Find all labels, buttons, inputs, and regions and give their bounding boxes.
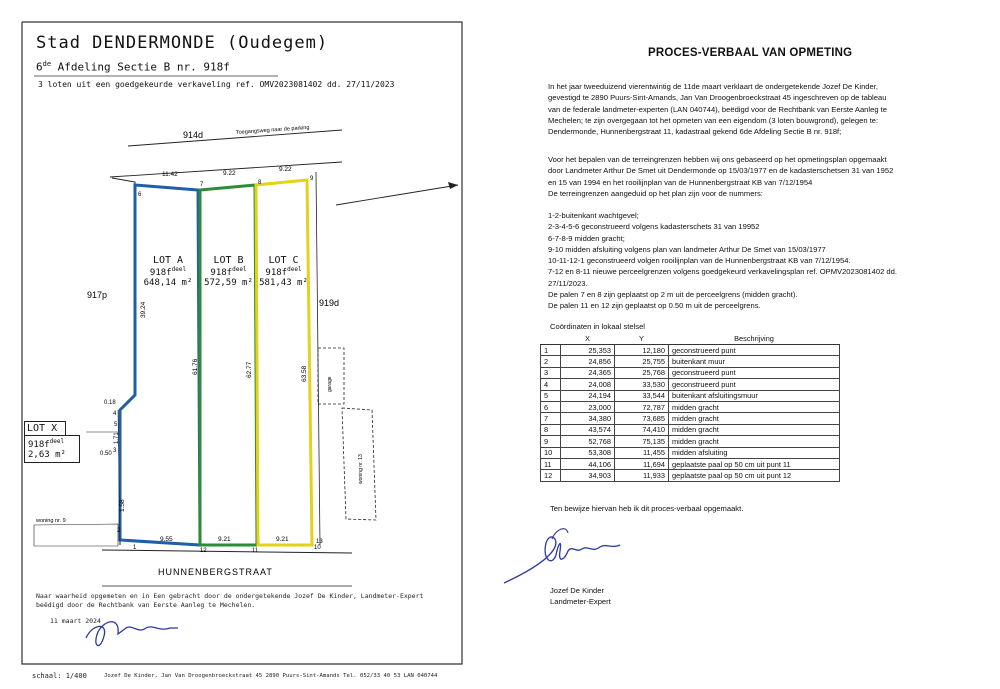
division-sup: de [42, 60, 52, 68]
cell-nr: 2 [541, 356, 561, 367]
number-line: De palen 11 en 12 zijn geplaatst op 0.50 m uit de perceelgrens. [548, 301, 761, 311]
lot-area: 648,14 m² [143, 278, 193, 288]
cell-y: 25,768 [615, 367, 669, 378]
cell-y: 33,530 [615, 379, 669, 390]
garage-label: garage [327, 376, 333, 392]
table-row [541, 390, 840, 401]
cell-x: 24,008 [561, 379, 615, 390]
parcel-right-label: 919d [319, 298, 340, 308]
lot-id [201, 266, 256, 278]
plan-footer-line1: Naar waarheid opgemeten en in Een gebracht door de ondergetekende Jozef De Kinder, Landmeter-Expert [36, 592, 424, 600]
north-arrow [336, 185, 458, 205]
table-row [541, 401, 840, 412]
cell-y: 25,755 [615, 356, 669, 367]
dim-bottom-a: 9.55 [160, 536, 173, 543]
dim-c-right: 63.58 [301, 365, 308, 382]
lot-id-number: 918f [210, 268, 233, 278]
coords-title: Coördinaten in lokaal stelsel [550, 322, 645, 331]
lot-id-number: 918f [149, 268, 172, 278]
plan-date: 11 maart 2024 [50, 617, 101, 625]
plan-drawing [0, 0, 480, 689]
table-row [541, 345, 840, 356]
number-line: 6-7-8-9 midden gracht; [548, 233, 625, 243]
point-label: 3 [113, 448, 117, 454]
plan-footer-line2: beëdigd door de Rechtbank van Eerste Aanleg te Mechelen. [36, 601, 256, 609]
report-numbers [548, 210, 988, 312]
dim-top-b: 9.22 [223, 170, 236, 177]
dim-d1: 0.18 [104, 400, 116, 406]
intro-line: In het jaar tweeduizend vierentwintig de 11de maart verklaart de ondergetekende Jozef De Kinder, [548, 82, 878, 91]
cell-nr: 4 [541, 379, 561, 390]
cell-nr: 8 [541, 424, 561, 435]
point-label: 4 [113, 411, 117, 417]
division-rest: Afdeling Sectie B nr. 918f [51, 60, 230, 74]
cell-desc: midden gracht [669, 424, 840, 435]
plan-subtitle: 3 loten uit een goedgekeurde verkaveling ref. OMV2023081402 dd. 27/11/2023 [38, 80, 395, 89]
number-line: 7-12 en 8-11 nieuwe perceelgrenzen volgens goedgekeurd verkavelingsplan ref. OPMV2023081402 dd. [548, 267, 897, 277]
dim-bottom-c: 9.21 [276, 536, 289, 543]
cell-nr: 5 [541, 390, 561, 401]
lot-x-id-number: 918f [28, 440, 50, 450]
point-label: 5 [114, 422, 118, 428]
cell-y: 72,787 [615, 401, 669, 412]
number-line: 1-2-buitenkant wachtgevel; [548, 211, 639, 220]
parcel-outline [112, 178, 135, 545]
lot-x-label [24, 421, 80, 463]
lot-b-label [201, 255, 256, 288]
report-basis [548, 154, 988, 199]
cell-x: 52,768 [561, 436, 615, 447]
report-closing: Ten bewijze hiervan heb ik dit proces-verbaal opgemaakt. [550, 504, 744, 513]
lot-x-area: 2,63 m² [28, 450, 66, 460]
intro-line: van de federale landmeter-experten (LAN 040744), beëdigd voor de Rechtbank van Eerste Aanleg te [548, 104, 887, 114]
plan-surveyor-info: Jozef De Kinder, Jan Van Droogenbroeckstraat 45 2890 Puurs-Sint-Amands Tel. 052/33 40 53 LAN 040744 [104, 673, 438, 679]
lot-name: LOT C [268, 255, 299, 266]
coords-header-row [541, 333, 840, 345]
street-label: HUNNENBERGSTRAAT [158, 567, 273, 577]
access-road-label: Toegangsweg naar de parking [235, 124, 310, 136]
number-line: 2-3-4-5-6 geconstrueerd volgens kadasterschets 31 van 19952 [548, 222, 760, 232]
point-label: 2 [117, 528, 121, 534]
intro-line: gevestigd te 2890 Puurs-Sint-Amands, Jan Van Droogenbroeckstraat 45 ingeschreven op de tableau [548, 93, 887, 103]
cell-x: 24,856 [561, 356, 615, 367]
dim-left-lower: 1.58 [119, 499, 126, 512]
cell-nr: 6 [541, 401, 561, 412]
dim-a-b: 61.76 [192, 358, 199, 375]
point-label: 8 [258, 180, 262, 186]
cell-y: 74,410 [615, 424, 669, 435]
coords-table [540, 333, 840, 482]
plan-signature [86, 622, 178, 646]
basis-line: Voor het bepalen van de terreingrenzen hebben wij ons gebaseerd op het opmetingsplan opgemaakt [548, 155, 887, 164]
lot-c-shape [256, 180, 312, 545]
dim-d3: 1.71 [114, 432, 120, 444]
house-13-label: woning nr. 13 [358, 454, 364, 484]
table-row [541, 470, 840, 481]
lot-id-sup: deel [287, 266, 302, 273]
lot-x-id-sup: deel [49, 438, 65, 445]
report-title: PROCES-VERBAAL VAN OPMETING [648, 47, 853, 59]
plan-scale: schaal: 1/400 [32, 672, 87, 680]
cell-nr: 11 [541, 458, 561, 469]
lot-name: LOT A [152, 255, 184, 266]
cell-x: 24,194 [561, 390, 615, 401]
cell-nr: 7 [541, 413, 561, 424]
signer-name: Jozef De Kinder [550, 586, 605, 595]
neighbour-line-right [316, 172, 320, 545]
parcel-left-label: 917p [87, 290, 108, 300]
cell-y: 11,933 [615, 470, 669, 481]
lot-a-shape [120, 185, 200, 545]
cell-nr: 10 [541, 447, 561, 458]
cell-y: 12,180 [615, 345, 669, 356]
cell-desc: midden gracht [669, 413, 840, 424]
lot-area: 581,43 m² [259, 278, 308, 288]
point-label: 12 [200, 548, 207, 554]
cell-desc: buitenkant afsluitingsmuur [669, 390, 840, 401]
cell-y: 33,544 [615, 390, 669, 401]
lot-c-label [256, 255, 311, 288]
basis-line: door Landmeter Arthur De Smet uit Dendermonde op 15/03/1977 en de kadasterschetsen 31 van 1952 [548, 166, 894, 176]
point-label: 10 [314, 545, 321, 551]
report-intro [548, 81, 988, 137]
house-9-label: woning nr. 9 [36, 518, 66, 524]
dim-d2: 0.50 [100, 451, 112, 457]
division-prefix: 6 [36, 60, 43, 74]
cell-desc: midden gracht [669, 436, 840, 447]
north-arrow-head [448, 182, 458, 189]
dim-top-a: 11.42 [162, 171, 178, 178]
house-9-shape [34, 524, 118, 546]
basis-line: en 15 van 1994 en het rooilijnplan van de Hunnenbergstraat KB van 7/12/1954 [548, 177, 813, 187]
lot-x-name: LOT X [24, 421, 66, 435]
number-line: 9-10 midden afsluiting volgens plan van landmeter Arthur De Smet van 15/03/1977 [548, 244, 826, 254]
cell-y: 75,135 [615, 436, 669, 447]
number-line: De palen 7 en 8 zijn geplaatst op 2 m uit de perceelgrens (midden gracht). [548, 290, 798, 300]
table-row [541, 367, 840, 378]
coords-header: X [561, 333, 615, 345]
lot-a-label [140, 255, 196, 288]
lot-id-sup: deel [232, 266, 247, 273]
table-row [541, 413, 840, 424]
table-row [541, 447, 840, 458]
point-label: 11 [252, 548, 259, 554]
plan-title: Stad DENDERMONDE (Oudegem) [36, 33, 329, 53]
number-line: 10-11-12-1 geconstrueerd volgen rooilijnplan van de Hunnenbergstraat KB van 7/12/1954. [548, 256, 851, 266]
point-label: 7 [200, 182, 204, 188]
cell-x: 24,365 [561, 367, 615, 378]
dim-left-side: 39.24 [140, 301, 147, 318]
table-row [541, 458, 840, 469]
coords-header: Beschrijving [669, 333, 840, 345]
cell-desc: buitenkant muur [669, 356, 840, 367]
number-line: 27/11/2023. [548, 278, 588, 288]
lot-name: LOT B [213, 255, 244, 266]
dim-b-c: 62.77 [246, 361, 253, 378]
cell-y: 73,685 [615, 413, 669, 424]
signer-title: Landmeter-Expert [550, 597, 611, 606]
dim-bottom-b: 9.21 [218, 536, 231, 543]
plan-division [36, 60, 230, 74]
cell-y: 11,694 [615, 458, 669, 469]
cell-x: 23,000 [561, 401, 615, 412]
table-row [541, 356, 840, 367]
lot-area: 572,59 m² [204, 278, 253, 288]
cell-desc: geconstrueerd punt [669, 345, 840, 356]
cell-x: 44,106 [561, 458, 615, 469]
cell-y: 11,455 [615, 447, 669, 458]
lot-id-number: 918f [265, 268, 288, 278]
cell-x: 34,380 [561, 413, 615, 424]
point-label: 6 [138, 192, 142, 198]
point-label: 13 [316, 539, 323, 545]
lot-x-body [24, 435, 80, 463]
point-label: 9 [310, 176, 314, 182]
table-row [541, 379, 840, 390]
table-row [541, 424, 840, 435]
garage-shape [318, 348, 344, 404]
cell-nr: 12 [541, 470, 561, 481]
cell-nr: 1 [541, 345, 561, 356]
lot-id [140, 266, 196, 278]
intro-line: Dendermonde, Hunnenbergstraat 11, kadastraal gekend 6de Afdeling Sectie B nr. 918f; [548, 127, 842, 137]
coords-header [541, 333, 561, 345]
dim-top-c: 9.22 [279, 166, 292, 173]
cell-desc: geplaatste paal op 50 cm uit punt 12 [669, 470, 840, 481]
intro-line: Mechelen; te zijn overgegaan tot het opmeten van een eigendom (3 loten bouwgrond), gelegen te: [548, 115, 879, 125]
cell-x: 34,903 [561, 470, 615, 481]
lot-id [256, 266, 311, 278]
cell-desc: geconstrueerd punt [669, 379, 840, 390]
cell-x: 43,574 [561, 424, 615, 435]
basis-line: De terreingrenzen aangeduid op het plan zijn voor de nummers: [548, 188, 763, 198]
coords-header: Y [615, 333, 669, 345]
parcel-top-label: 914d [183, 130, 204, 140]
cell-desc: geconstrueerd punt [669, 367, 840, 378]
cell-desc: geplaatste paal op 50 cm uit punt 11 [669, 458, 840, 469]
cell-x: 25,353 [561, 345, 615, 356]
table-row [541, 436, 840, 447]
lot-x-id [28, 438, 76, 450]
cell-nr: 9 [541, 436, 561, 447]
cell-desc: midden afsluiting [669, 447, 840, 458]
cell-nr: 3 [541, 367, 561, 378]
report-signature [500, 515, 630, 590]
cell-desc: midden gracht [669, 401, 840, 412]
point-label: 1 [133, 545, 137, 551]
lot-id-sup: deel [171, 266, 187, 273]
cell-x: 53,308 [561, 447, 615, 458]
